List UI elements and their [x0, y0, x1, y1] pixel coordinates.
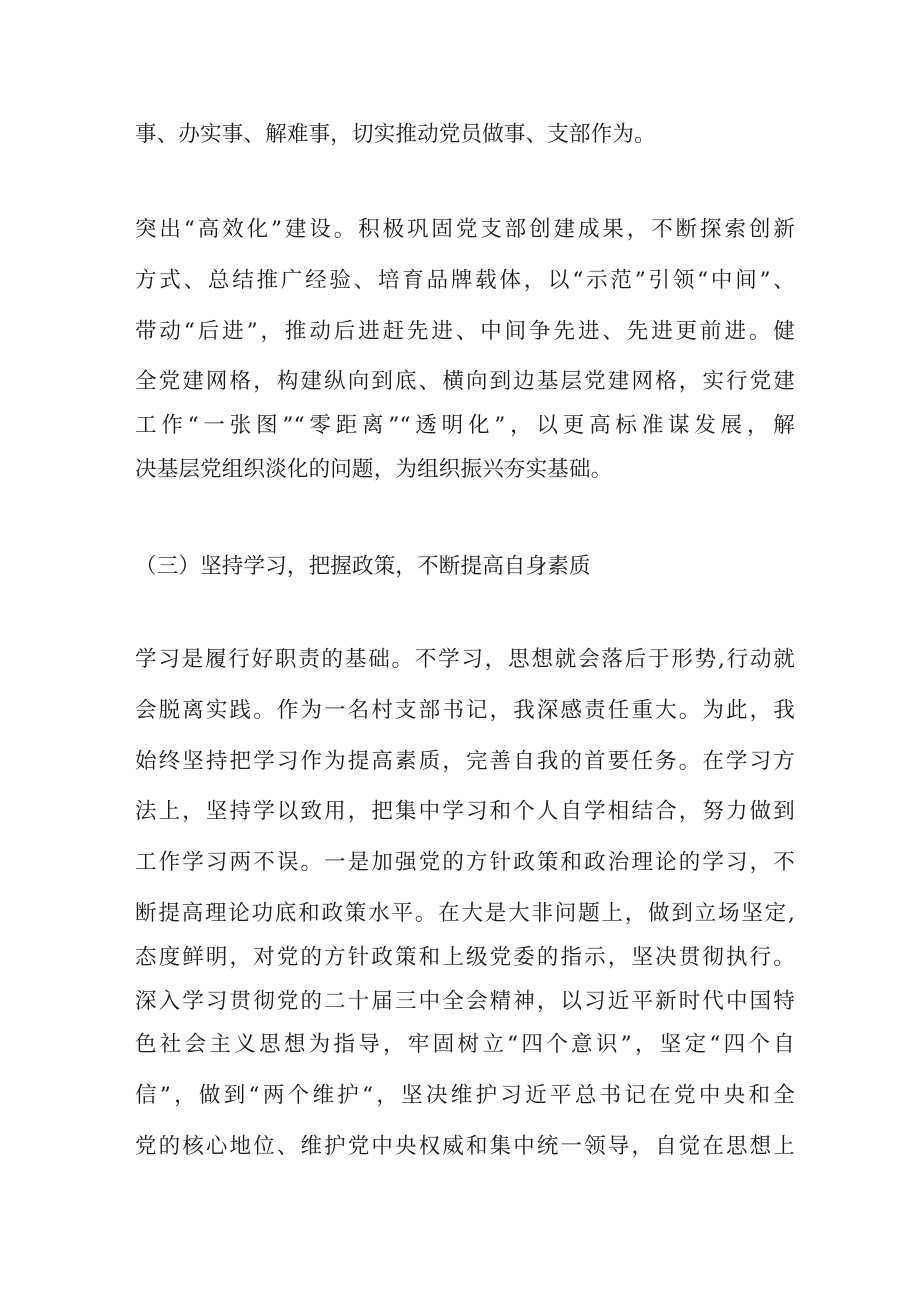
paragraph-2-line-6: 决基层党组织淡化的问题，为组织振兴夯实基础。	[135, 457, 613, 482]
paragraph-3-line-10: 信”，做到“两个维护“，坚决维护习近平总书记在党中央和全	[135, 1083, 795, 1108]
paragraph-3-line-11: 党的核心地位、维护党中央权威和集中统一领导，自觉在思想上	[135, 1134, 795, 1159]
paragraph-2-line-1: 突出“高效化”建设。积极巩固党支部创建成果，不断探索创新	[135, 217, 795, 242]
paragraph-3-line-1: 学习是履行好职责的基础。不学习，思想就会落后于形势,行动就	[135, 647, 795, 672]
paragraph-3-line-5: 工作学习两不误。一是加强党的方针政策和政治理论的学习，不	[135, 850, 795, 875]
section-heading: （三）坚持学习，把握政策，不断提高自身素质	[135, 554, 591, 579]
paragraph-3-line-2: 会脱离实践。作为一名村支部书记，我深感责任重大。为此，我	[135, 698, 795, 723]
paragraph-2-line-4: 全党建网格，构建纵向到底、横向到边基层党建网格，实行党建	[135, 369, 795, 394]
paragraph-3-line-9: 色社会主义思想为指导，牢固树立“四个意识”，坚定“四个自	[135, 1032, 795, 1057]
paragraph-3-line-6: 断提高理论功底和政策水平。在大是大非问题上，做到立场坚定,	[135, 901, 795, 926]
paragraph-3-line-7: 态度鲜明，对党的方针政策和上级党委的指示，坚决贯彻执行。	[135, 945, 795, 970]
paragraph-2-line-3: 带动“后进”，推动后进赶先进、中间争先进、先进更前进。健	[135, 319, 795, 344]
paragraph-2-line-5: 工作“一张图”“零距离”“透明化”，以更高标准谋发展，解	[135, 413, 795, 438]
paragraph-3-line-4: 法上，坚持学以致用，把集中学习和个人自学相结合，努力做到	[135, 799, 795, 824]
paragraph-3-line-3: 始终坚持把学习作为提高素质，完善自我的首要任务。在学习方	[135, 749, 795, 774]
paragraph-3-line-8: 深入学习贯彻党的二十届三中全会精神，以习近平新时代中国特	[135, 989, 795, 1014]
paragraph-1-line-1: 事、办实事、解难事，切实推动党员做事、支部作为。	[135, 122, 656, 147]
paragraph-2-line-2: 方式、总结推广经验、培育品牌载体，以“示范”引领“中间”、	[135, 268, 795, 293]
